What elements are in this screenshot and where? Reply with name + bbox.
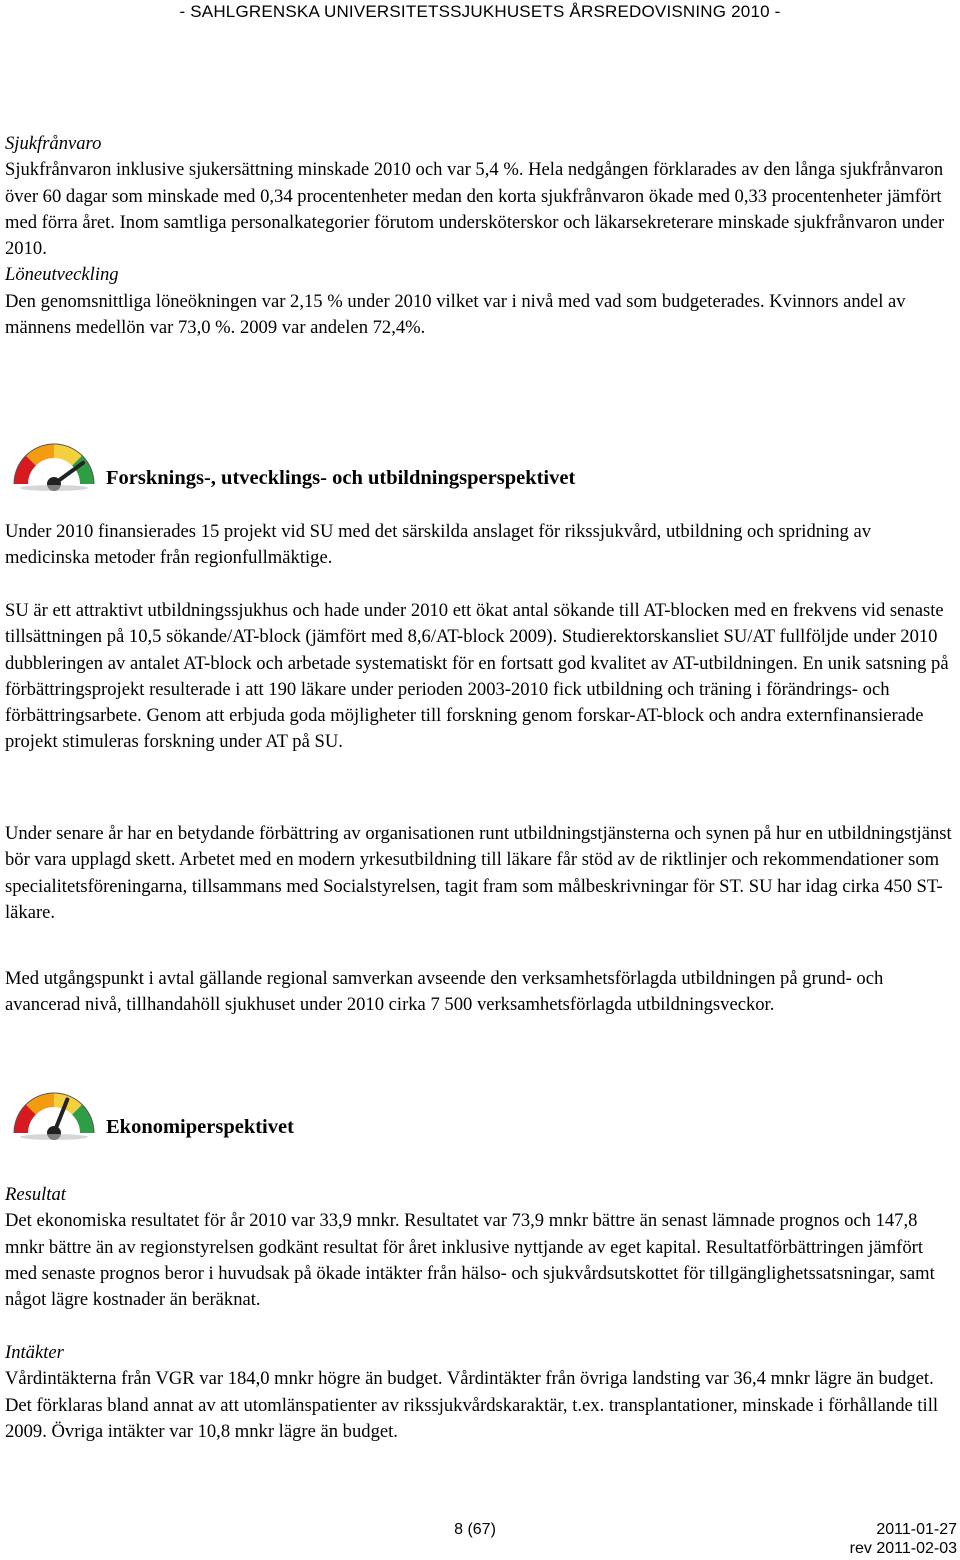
fou-section-title: Forsknings-, utvecklings- och utbildningsperspektivet (106, 467, 576, 489)
economy-section-heading (8, 1073, 294, 1141)
salary-heading: Löneutveckling (5, 264, 119, 286)
gauge-meter-icon (8, 424, 100, 492)
income-section (5, 1340, 957, 1445)
salary-text: Den genomsnittliga löneökningen var 2,15 % under 2010 vilket var i nivå med vad som budgeterades. Kvinnors andel av männens medellön var 73,0 %. 2009 var andelen 72,4%. (5, 290, 906, 339)
fou-paragraph-3: Under senare år har en betydande förbättring av organisationen runt utbildningstjänsterna och synen på hur en utbildningstjänst bör vara upplagd skett. Arbetet med en modern yrkesutbildning till läkare får stöd av de riktlinjer och rekommendationer som specialitetsföreningarna, tillsammans med Socialstyrelsen, tagit fram som målbeskrivningar för ST. SU har idag cirka 450 ST-läkare. (5, 823, 952, 923)
result-heading: Resultat (5, 1184, 66, 1205)
document-date: 2011-01-27 (876, 1521, 957, 1538)
income-text: Vårdintäkterna från VGR var 184,0 mnkr högre än budget. Vårdintäkter från övriga landsting var 36,4 mnkr lägre än budget. Det förklaras bland annat av att utomlänspatienter av rikssjukvårdskaraktär, t.ex. transplantationer, minskade i förhållande till 2009. Övriga intäkter var 10,8 mnkr lägre än budget. (5, 1368, 939, 1442)
revision-date: rev 2011-02-03 (849, 1540, 957, 1557)
fou-paragraph-1: Under 2010 finansierades 15 projekt vid SU med det särskilda anslaget för rikssjukvård, utbildning och spridning av medicinska metoder från regionfullmäktige. (5, 521, 871, 569)
economy-section-title: Ekonomiperspektivet (106, 1116, 294, 1138)
income-heading: Intäkter (5, 1342, 64, 1363)
fou-paragraph-4: Med utgångspunkt i avtal gällande regional samverkan avseende den verksamhetsförlagda utbildningen på grund- och avancerad nivå, tillhandahöll sjukhuset under 2010 cirka 7 500 verksamhetsförlagda utbildningsveckor. (5, 968, 884, 1016)
sick-leave-text: Sjukfrånvaron inklusive sjukersättning minskade 2010 och var 5,4 %. Hela nedgången förklarades av den långa sjukfrånvaron över 60 dagar som minskade med 0,34 procentenheter medan den korta sjukfrånvaron ökade med 0,33 procentenheter jämfört med förra året. Inom samtliga personalkategorier förutom undersköterskor och läkarsekreterare minskade sjukfrånvaron under 2010. (5, 159, 945, 260)
sick-leave-heading: Sjukfrånvaro (5, 133, 102, 154)
result-section (5, 1182, 957, 1313)
gauge-meter-icon (8, 1073, 100, 1141)
fou-section-heading (8, 424, 575, 492)
fou-paragraph-2: SU är ett attraktivt utbildningssjukhus och hade under 2010 ett ökat antal sökande till AT-blocken med en frekvens vid senaste tillsättningen på 10,5 sökande/AT-block (jämfört med 8,6/AT-block 2009). Studierektorskansliet SU/AT fullföljde under 2010 dubbleringen av antalet AT-block och arbetade systematiskt för en fortsatt god kvalitet av AT-utbildningen. En unik satsning på förbättringsprojekt resulterade i att 190 läkare under perioden 2003-2010 fick utbildning och träning i förändrings- och förbättringsarbete. Genom att erbjuda goda möjligheter till forskning genom forskar-AT-block och andra externfinansierade projekt stimuleras forskning under AT på SU. (5, 600, 949, 753)
result-text: Det ekonomiska resultatet för år 2010 var 33,9 mnkr. Resultatet var 73,9 mnkr bättre än senast lämnade prognos och 147,8 mnkr bättre än av regionstyrelsen godkänt resultat för året inklusive nyttjande av eget kapital. Resultatförbättringen jämfört med senaste prognos beror i huvudsak på ökade intäkter från hälso- och sjukvårdsutskottet för tillgänglighetssatsningar, samt något lägre kostnader än beräknat. (5, 1210, 935, 1311)
page-number: 8 (67) (454, 1521, 496, 1538)
sick-leave-section (5, 131, 957, 341)
page-header: - SAHLGRENSKA UNIVERSITETSSJUKHUSETS ÅRSREDOVISNING 2010 - (179, 2, 781, 21)
